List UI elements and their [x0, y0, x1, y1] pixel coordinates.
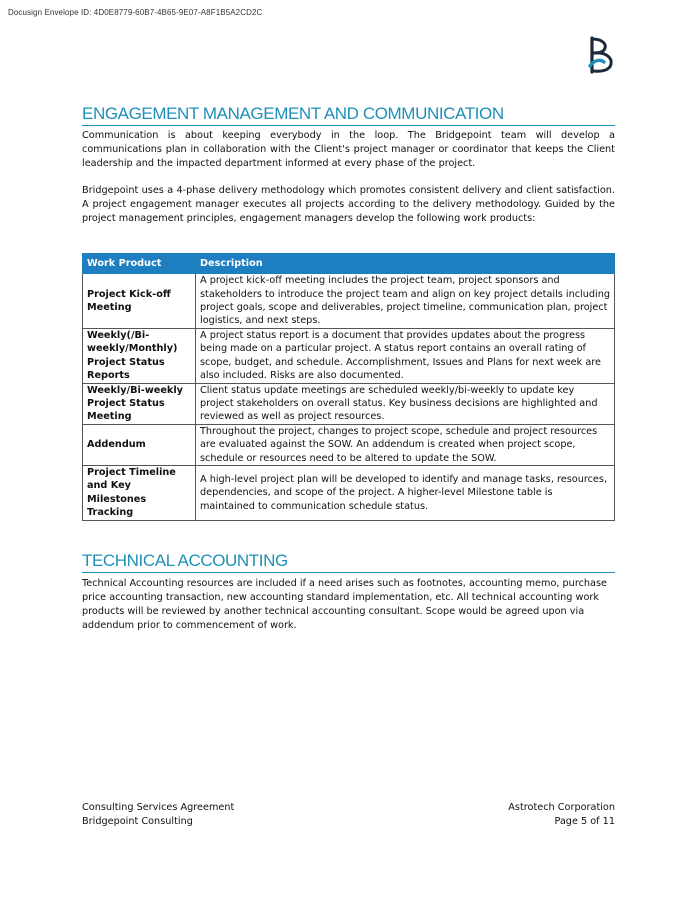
table-header-row — [83, 254, 615, 274]
description-cell: A project status report is a document that provides updates about the progress being made on a particular project. A status report contains an overall rating of scope, budget, and schedule. Accomplishment, Issues and Plans for next week are also included. Risks are also documented. — [196, 329, 615, 384]
description-cell: Throughout the project, changes to project scope, schedule and project resources are evaluated against the SOW. An addendum is created when project scope, schedule or resources need to be altered to update the SOW. — [196, 424, 615, 465]
footer-page-number: Page 5 of 11 — [554, 816, 615, 827]
technical-accounting-heading: TECHNICAL ACCOUNTING — [82, 551, 615, 573]
footer-agreement-title: Consulting Services Agreement — [82, 802, 235, 813]
footer-company-name: Bridgepoint Consulting — [82, 816, 193, 827]
column-header-work-product: Work Product — [83, 254, 196, 274]
engagement-paragraph-1: Communication is about keeping everybody in the loop. The Bridgepoint team will develop a communications plan in collaboration with the Client's project manager or coordinator that keeps the Client leadership and the impacted department informed at every phase of the project. — [82, 130, 615, 169]
engagement-paragraph-2: Bridgepoint uses a 4-phase delivery methodology which promotes consistent delivery and client satisfaction. A project engagement manager executes all projects according to the delivery methodology. Guided by the project management principles, engagement managers develop the following work products: — [82, 185, 615, 224]
bridgepoint-b-logo-icon — [588, 36, 616, 74]
docusign-envelope-id: Docusign Envelope ID: 4D0E8779-60B7-4B65-9E07-A8F1B5A2CD2C — [8, 8, 263, 17]
table-row — [83, 424, 615, 465]
engagement-section-heading: ENGAGEMENT MANAGEMENT AND COMMUNICATION — [82, 104, 615, 126]
work-product-cell: Project Timeline and Key Milestones Tracking — [83, 466, 196, 521]
description-cell: Client status update meetings are scheduled weekly/bi-weekly to update key project stakeholders on overall status. Key business decisions are highlighted and reviewed as well as project resources. — [196, 383, 615, 424]
work-products-table — [82, 253, 615, 521]
description-cell: A project kick-off meeting includes the project team, project sponsors and stakeholders to introduce the project team and align on key project details including project goals, scope and deliverables, project timeline, communication plan, project logistics, and next steps. — [196, 274, 615, 329]
footer-right — [508, 801, 615, 829]
table-row — [83, 329, 615, 384]
table-row — [83, 274, 615, 329]
work-product-cell: Weekly(/Bi-weekly/Monthly) Project Status Reports — [83, 329, 196, 384]
work-product-cell: Project Kick-off Meeting — [83, 274, 196, 329]
work-product-cell: Weekly/Bi-weekly Project Status Meeting — [83, 383, 196, 424]
table-row — [83, 466, 615, 521]
table-row — [83, 383, 615, 424]
footer-left — [82, 801, 234, 829]
work-product-cell: Addendum — [83, 424, 196, 465]
footer-client-name: Astrotech Corporation — [508, 802, 615, 813]
column-header-description: Description — [196, 254, 615, 274]
description-cell: A high-level project plan will be developed to identify and manage tasks, resources, dependencies, and scope of the project. A higher-level Milestone table is maintained to communication schedule status. — [196, 466, 615, 521]
technical-accounting-paragraph: Technical Accounting resources are included if a need arises such as footnotes, accounting memo, purchase price accounting transaction, new accounting standard implementation, etc. All technical accounting work products will be reviewed by another technical accounting consultant. Scope would be agreed upon via addendum prior to commencement of work. — [82, 578, 607, 631]
